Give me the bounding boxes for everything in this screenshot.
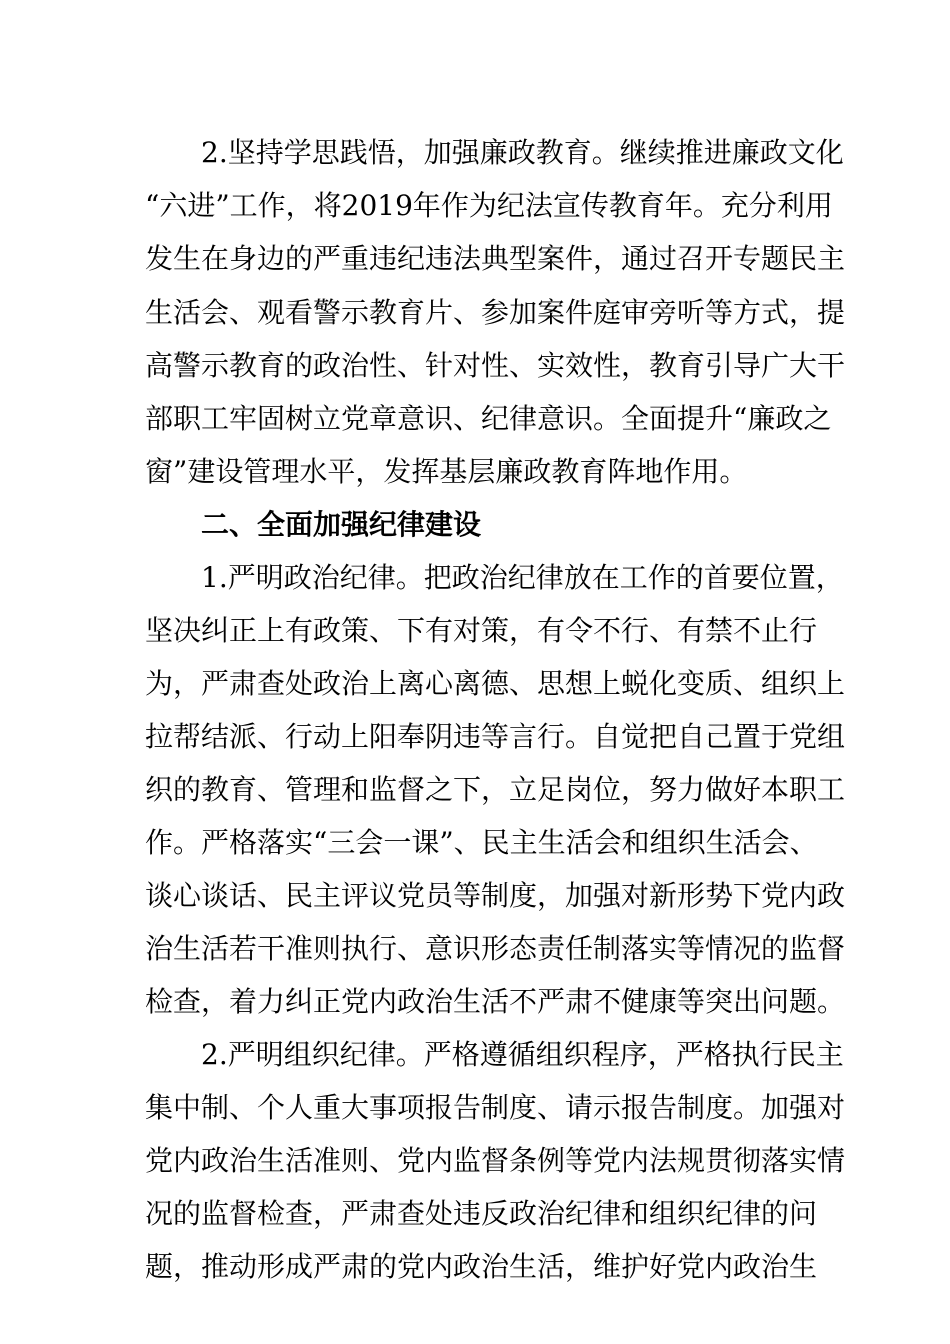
paragraph-line: 谈心谈话、民主评议党员等制度，加强对新形势下党内政 bbox=[145, 879, 846, 912]
paragraph-line: 治生活若干准则执行、意识形态责任制落实等情况的监督 bbox=[145, 932, 846, 965]
paragraph-line: 织的教育、管理和监督之下，立足岗位，努力做好本职工 bbox=[145, 773, 846, 806]
paragraph-line: 为，严肃查处政治上离心离德、思想上蜕化变质、组织上 bbox=[145, 667, 846, 700]
paragraph-line: 1.严明政治纪律。把政治纪律放在工作的首要位置， bbox=[201, 561, 844, 594]
section-heading: 二、全面加强纪律建设 bbox=[201, 508, 482, 541]
paragraph-line: 高警示教育的政治性、针对性、实效性，教育引导广大干 bbox=[145, 349, 846, 382]
paragraph-line: 坚决纠正上有政策、下有对策，有令不行、有禁不止行 bbox=[145, 614, 818, 647]
paragraph-line: 发生在身边的严重违纪违法典型案件，通过召开专题民主 bbox=[145, 242, 846, 275]
paragraph-line: 题，推动形成严肃的党内政治生活，维护好党内政治生 bbox=[145, 1250, 818, 1283]
paragraph-line: 窗”建设管理水平，发挥基层廉政教育阵地作用。 bbox=[145, 455, 748, 488]
paragraph-line: 2.坚持学思践悟，加强廉政教育。继续推进廉政文化 bbox=[201, 136, 844, 169]
paragraph-line: 党内政治生活准则、党内监督条例等党内法规贯彻落实情 bbox=[145, 1144, 846, 1177]
paragraph-line: “六进”工作，将2019年作为纪法宣传教育年。充分利用 bbox=[145, 189, 833, 222]
paragraph-line: 作。严格落实“三会一课”、民主生活会和组织生活会、 bbox=[145, 826, 818, 859]
paragraph-line: 检查，着力纠正党内政治生活不严肃不健康等突出问题。 bbox=[145, 985, 846, 1018]
paragraph-line: 生活会、观看警示教育片、参加案件庭审旁听等方式，提 bbox=[145, 296, 846, 329]
paragraph-line: 2.严明组织纪律。严格遵循组织程序，严格执行民主 bbox=[201, 1038, 844, 1071]
paragraph-line: 集中制、个人重大事项报告制度、请示报告制度。加强对 bbox=[145, 1091, 846, 1124]
paragraph-line: 部职工牢固树立党章意识、纪律意识。全面提升“廉政之 bbox=[145, 402, 832, 435]
paragraph-line: 况的监督检查，严肃查处违反政治纪律和组织纪律的问 bbox=[145, 1197, 818, 1230]
paragraph-line: 拉帮结派、行动上阳奉阴违等言行。自觉把自己置于党组 bbox=[145, 720, 846, 753]
